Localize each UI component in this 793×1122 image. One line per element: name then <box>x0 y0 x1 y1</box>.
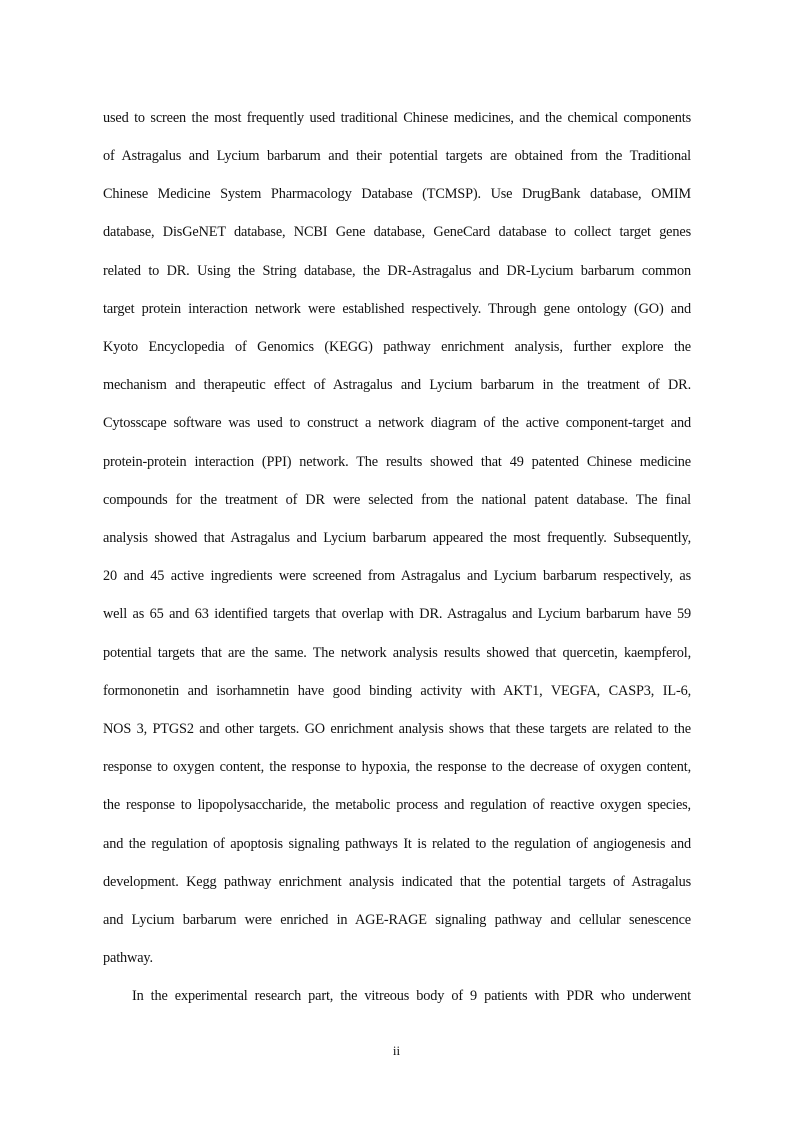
body-text-line: database, DisGeNET database, NCBI Gene database, GeneCard database to collect target genes <box>103 224 691 240</box>
body-text-line: formononetin and isorhamnetin have good binding activity with AKT1, VEGFA, CASP3, IL-6, <box>103 683 691 699</box>
body-text-line: and Lycium barbarum were enriched in AGE-RAGE signaling pathway and cellular senescence <box>103 912 691 928</box>
page-number: ii <box>392 1043 401 1058</box>
body-text-line: and the regulation of apoptosis signaling pathways It is related to the regulation of angiogenesis and <box>103 836 691 852</box>
body-text-line: of Astragalus and Lycium barbarum and their potential targets are obtained from the Traditional <box>103 148 691 164</box>
body-text-line: NOS 3, PTGS2 and other targets. GO enrichment analysis shows that these targets are related to the <box>103 721 691 737</box>
body-text-line: analysis showed that Astragalus and Lycium barbarum appeared the most frequently. Subsequently, <box>103 530 691 546</box>
body-text-line: 20 and 45 active ingredients were screened from Astragalus and Lycium barbarum respectively, as <box>103 568 691 584</box>
body-text-line: compounds for the treatment of DR were selected from the national patent database. The final <box>103 492 691 508</box>
body-text-line: well as 65 and 63 identified targets that overlap with DR. Astragalus and Lycium barbarum have 59 <box>103 606 691 622</box>
body-text-line: response to oxygen content, the response to hypoxia, the response to the decrease of oxygen content, <box>103 759 691 775</box>
body-text-line: mechanism and therapeutic effect of Astragalus and Lycium barbarum in the treatment of DR. <box>103 377 691 393</box>
body-text-line: In the experimental research part, the vitreous body of 9 patients with PDR who underwent <box>132 988 691 1004</box>
body-text-line: Kyoto Encyclopedia of Genomics (KEGG) pathway enrichment analysis, further explore the <box>103 339 691 355</box>
body-text-line: Chinese Medicine System Pharmacology Database (TCMSP). Use DrugBank database, OMIM <box>103 186 691 202</box>
body-text-line: pathway. <box>103 950 153 966</box>
body-text-line: protein-protein interaction (PPI) network. The results showed that 49 patented Chinese medicine <box>103 454 691 470</box>
body-text-line: target protein interaction network were established respectively. Through gene ontology (GO) and <box>103 301 691 317</box>
body-text-line: related to DR. Using the String database, the DR-Astragalus and DR-Lycium barbarum common <box>103 263 691 279</box>
body-text-line: potential targets that are the same. The network analysis results showed that quercetin, kaempferol, <box>103 645 691 661</box>
body-text-line: development. Kegg pathway enrichment analysis indicated that the potential targets of Astragalus <box>103 874 691 890</box>
body-text-line: Cytosscape software was used to construct a network diagram of the active component-target and <box>103 415 691 431</box>
body-text-line: the response to lipopolysaccharide, the metabolic process and regulation of reactive oxygen species, <box>103 797 691 813</box>
body-text-line: used to screen the most frequently used traditional Chinese medicines, and the chemical components <box>103 110 691 126</box>
